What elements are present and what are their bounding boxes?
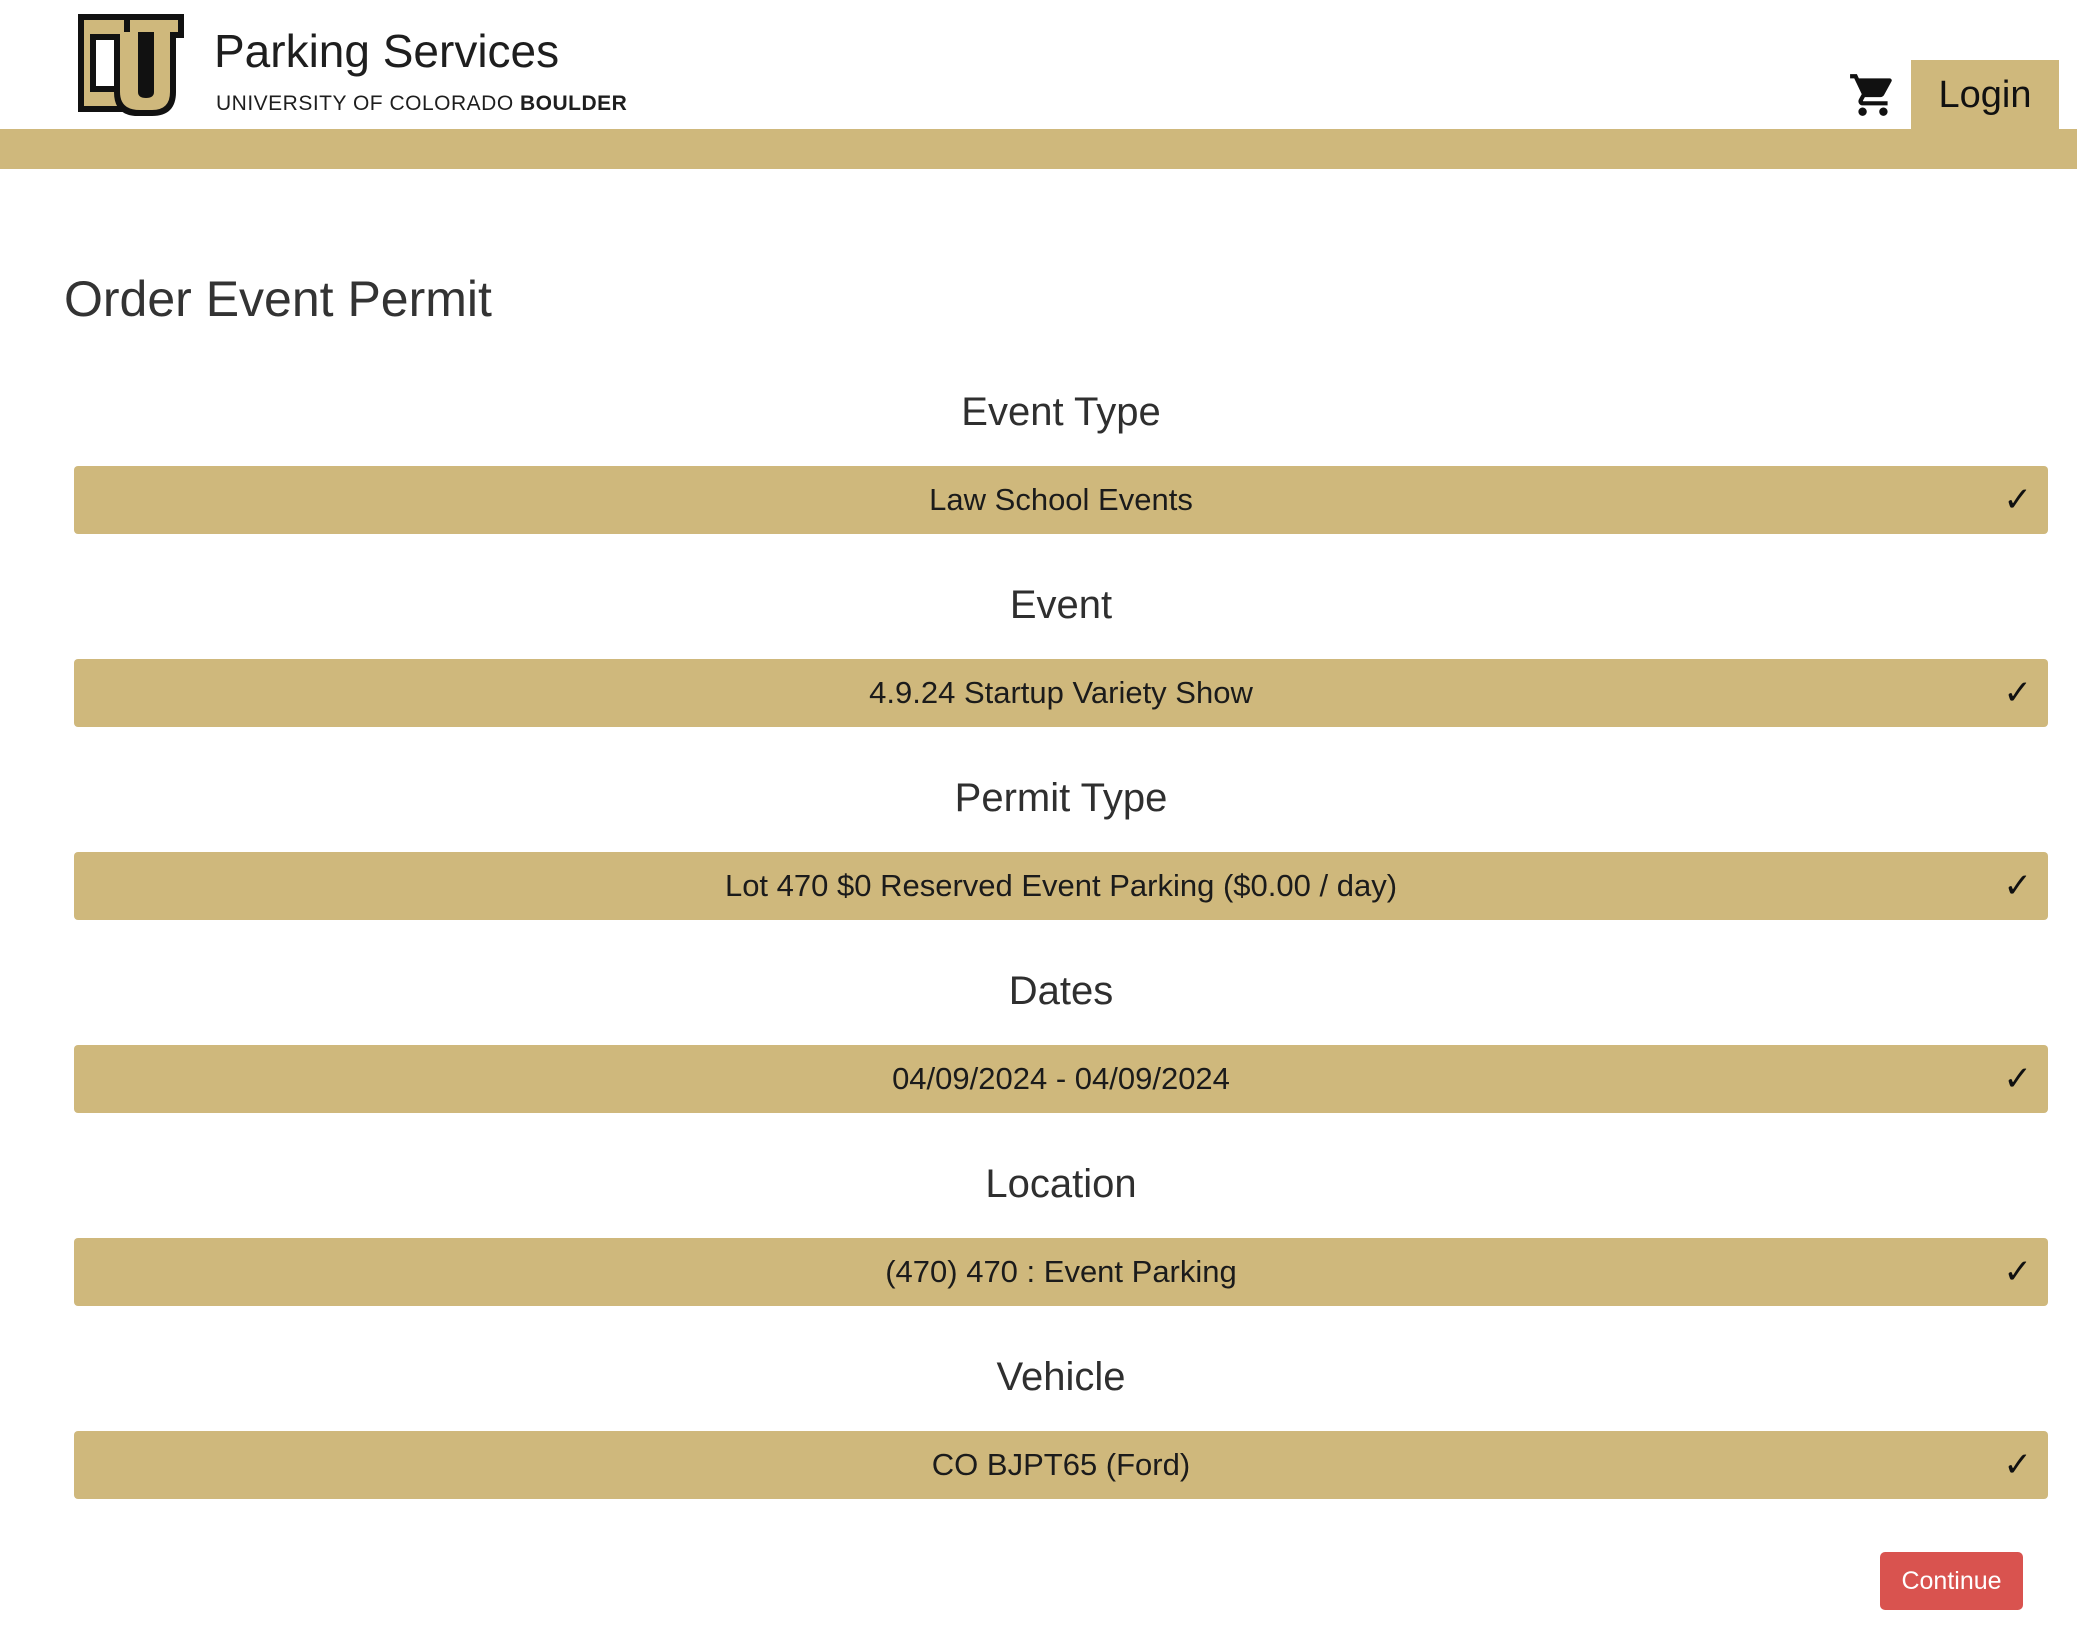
header-gold-bar: [0, 129, 2077, 169]
login-button[interactable]: Login: [1911, 60, 2059, 130]
checkmark-icon: ✓: [2003, 480, 2032, 520]
location-label: Location: [985, 1162, 1137, 1206]
location-value: (470) 470 : Event Parking: [885, 1254, 1237, 1289]
vehicle-label: Vehicle: [996, 1355, 1126, 1399]
checkmark-icon: ✓: [2003, 866, 2032, 906]
checkmark-icon: ✓: [2003, 673, 2032, 713]
permit-type-label: Permit Type: [954, 776, 1168, 820]
subtitle-bold: BOULDER: [520, 92, 628, 115]
site-subtitle: [216, 92, 627, 116]
dates-select[interactable]: [74, 1045, 2048, 1113]
permit-type-select[interactable]: [74, 852, 2048, 920]
event-type-label: Event Type: [961, 390, 1161, 434]
event-type-select[interactable]: [74, 466, 2048, 534]
event-select[interactable]: [74, 659, 2048, 727]
shopping-cart-icon[interactable]: [1848, 70, 1898, 120]
checkmark-icon: ✓: [2003, 1059, 2032, 1099]
event-value: 4.9.24 Startup Variety Show: [869, 675, 1253, 710]
vehicle-select[interactable]: [74, 1431, 2048, 1499]
subtitle-prefix: UNIVERSITY OF COLORADO: [216, 92, 520, 115]
event-type-value: Law School Events: [929, 482, 1193, 517]
location-select[interactable]: [74, 1238, 2048, 1306]
checkmark-icon: ✓: [2003, 1252, 2032, 1292]
site-title[interactable]: Parking Services: [214, 25, 560, 77]
permit-type-value: Lot 470 $0 Reserved Event Parking ($0.00 / day): [724, 868, 1398, 903]
continue-button[interactable]: Continue: [1880, 1552, 2023, 1610]
checkmark-icon: ✓: [2003, 1445, 2032, 1485]
dates-label: Dates: [1008, 969, 1114, 1013]
cu-logo-icon[interactable]: [74, 8, 188, 118]
site-header: [0, 0, 2077, 129]
dates-value: 04/09/2024 - 04/09/2024: [892, 1061, 1230, 1096]
event-label: Event: [1009, 583, 1113, 627]
vehicle-value: CO BJPT65 (Ford): [931, 1447, 1191, 1482]
page-title: Order Event Permit: [64, 271, 492, 327]
